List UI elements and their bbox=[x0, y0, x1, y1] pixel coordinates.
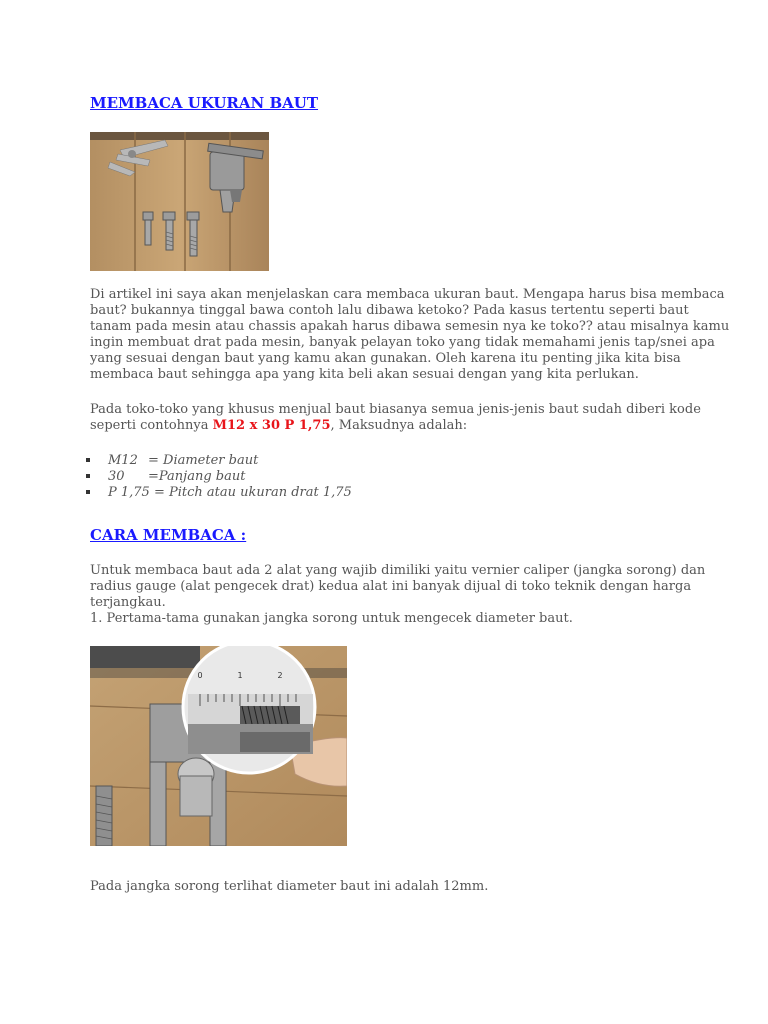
section-line: radius gauge (alat pengecek drat) kedua alat ini banyak dijual di toko teknik dengan harga bbox=[90, 579, 692, 594]
code-suffix: , Maksudnya adalah: bbox=[330, 418, 468, 433]
closing-paragraph: Pada jangka sorong terlihat diameter baut ini adalah 12mm. bbox=[90, 879, 489, 894]
intro-line: ingin membuat drat pada mesin, banyak pelayan toko yang tidak memahami jenis tap/snei apa bbox=[90, 335, 715, 350]
bullet-icon bbox=[86, 490, 90, 494]
intro-line: baut? bukannya tinggal bawa contoh lalu dibawa ketoko? Pada kasus tertentu seperti baut bbox=[90, 303, 689, 318]
code-line bbox=[90, 418, 690, 434]
intro-paragraph bbox=[90, 287, 730, 383]
bolts-caliper-photo bbox=[90, 132, 269, 271]
section-title[interactable]: CARA MEMBACA : bbox=[90, 526, 247, 544]
section-line: 1. Pertama-tama gunakan jangka sorong untuk mengecek diameter baut. bbox=[90, 611, 573, 626]
list-item bbox=[86, 469, 352, 485]
article-title[interactable]: MEMBACA UKURAN BAUT bbox=[90, 94, 319, 112]
code-paragraph bbox=[90, 402, 701, 434]
code-example: M12 x 30 P 1,75 bbox=[212, 418, 331, 433]
bullet-icon bbox=[86, 474, 90, 478]
intro-line: membaca baut sehingga apa yang kita beli akan sesuai dengan yang kita perlukan. bbox=[90, 367, 639, 382]
caliper-scale-label: 1 bbox=[237, 671, 243, 680]
code-line: Pada toko-toko yang khusus menjual baut biasanya semua jenis-jenis baut sudah diberi kode bbox=[90, 402, 701, 417]
bullet-icon bbox=[86, 458, 90, 462]
list-term: 30 bbox=[108, 469, 125, 484]
code-prefix: seperti contohnya bbox=[90, 418, 213, 433]
caliper-scale-label: 0 bbox=[197, 671, 203, 680]
intro-line: tanam pada mesin atau chassis apakah harus dibawa semesin nya ke toko?? atau misalnya kamu bbox=[90, 319, 730, 334]
section-line: Untuk membaca baut ada 2 alat yang wajib dimiliki yaitu vernier caliper (jangka sorong) dan bbox=[90, 563, 706, 578]
list-desc: = Pitch atau ukuran drat 1,75 bbox=[149, 485, 352, 500]
list-desc: =Panjang baut bbox=[148, 469, 246, 484]
list-term: M12 bbox=[108, 453, 138, 468]
section-line: terjangkau. bbox=[90, 595, 166, 610]
list-term: P 1,75 bbox=[108, 485, 150, 500]
code-meaning-list bbox=[86, 453, 352, 501]
caliper-scale-label: 2 bbox=[277, 671, 283, 680]
caliper-measuring-photo bbox=[90, 646, 347, 846]
list-item bbox=[86, 485, 352, 501]
section-paragraph bbox=[90, 563, 706, 627]
list-desc: = Diameter baut bbox=[148, 453, 259, 468]
intro-line: Di artikel ini saya akan menjelaskan cara membaca ukuran baut. Mengapa harus bisa membaca bbox=[90, 287, 725, 302]
list-item bbox=[86, 453, 352, 469]
intro-line: yang sesuai dengan baut yang kamu akan gunakan. Oleh karena itu penting jika kita bisa bbox=[90, 351, 681, 366]
